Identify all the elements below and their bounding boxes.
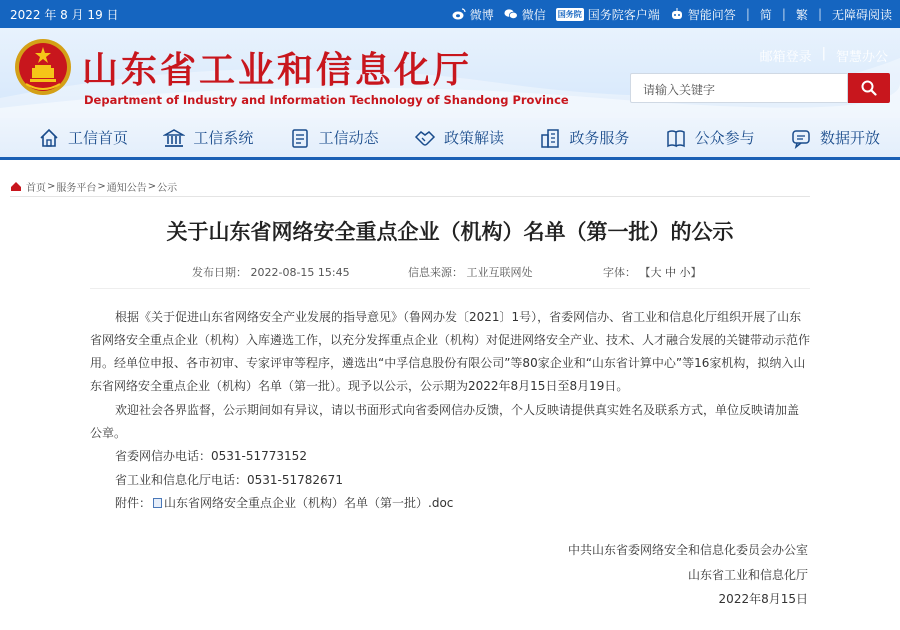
doc-file-icon: [153, 498, 162, 508]
traditional-link[interactable]: 繁: [795, 7, 808, 22]
national-emblem-icon: [14, 38, 72, 96]
attachment-label: 附件：: [115, 496, 152, 510]
info-source-label: 信息来源：: [408, 266, 463, 279]
breadcrumb-service-platform[interactable]: 服务平台: [56, 183, 97, 194]
signature-date: 2022年8月15日: [718, 592, 808, 606]
font-bracket-open: 【: [639, 266, 651, 279]
nav-label: 工信动态: [318, 129, 379, 147]
attachment-link[interactable]: 山东省网络安全重点企业（机构）名单（第一批）.doc: [164, 496, 454, 510]
house-icon: [38, 127, 60, 149]
smart-office-link[interactable]: 智慧办公: [835, 50, 888, 65]
smart-qa-label: 智能问答: [687, 7, 736, 22]
font-size-label: 字体：: [603, 266, 636, 279]
current-date: 2022 年 8 月 19 日: [10, 8, 119, 22]
top-separator: |: [745, 7, 750, 21]
nav-label: 政务服务: [569, 129, 630, 147]
header-links: [760, 46, 888, 65]
handshake-icon: [414, 127, 436, 149]
font-size-switcher: [603, 264, 702, 280]
breadcrumb-separator: >: [47, 181, 56, 192]
search-button[interactable]: [848, 73, 890, 103]
publish-date: [192, 264, 350, 280]
signature-issuer: 中共山东省委网络安全和信息化委员会办公室: [567, 543, 808, 557]
nav-label: 政策解读: [443, 129, 504, 147]
publish-date-label: 发布日期：: [192, 266, 247, 279]
mail-login-link[interactable]: 邮箱登录: [759, 50, 812, 65]
building-icon: [163, 127, 185, 149]
nav-item-news[interactable]: [289, 118, 379, 157]
weibo-link[interactable]: [452, 6, 494, 23]
nav-item-public[interactable]: [665, 118, 755, 157]
nav-label: 数据开放: [819, 129, 880, 147]
nav-item-policy[interactable]: [414, 118, 504, 157]
article-paragraph: 根据《关于促进山东省网络安全产业发展的指导意见》（鲁网办发〔2021〕1号），省委网信办、省工业和信息化厅组织开展了山东省网络安全重点企业（机构）入库遴选工作，以充分发挥重点企业（机构）对促进网络安全产业、技术、人才融合发展的关键带动示范作用。经单位申报、各市初审、专家评审等程序，遴选出“中孚信息股份有限公司”等80家企业和“山东省计算中心”等16家机构，拟纳入山东省网络安全重点企业（机构）名单（第一批）。现予以公示，公示期为2022年8月15日至8月19日。: [90, 310, 811, 393]
breadcrumb: [10, 179, 177, 194]
divider: [90, 288, 810, 289]
breadcrumb-separator: >: [147, 181, 157, 192]
chat-icon: [790, 127, 812, 149]
simplified-link[interactable]: 简: [759, 7, 772, 22]
nav-label: 工信首页: [68, 129, 129, 147]
breadcrumb-separator: >: [97, 181, 106, 192]
nav-label: 工信系统: [193, 129, 254, 147]
signature-issuer: 山东省工业和信息化厅: [687, 568, 808, 582]
publish-date-value: 2022-08-15 15:45: [250, 266, 350, 279]
accessible-reading-link[interactable]: 无障碍阅读: [831, 7, 892, 22]
book-icon: [665, 127, 687, 149]
weibo-icon: [452, 7, 466, 21]
gwy-badge: 国务院: [557, 9, 582, 19]
article-paragraph: 欢迎社会各界监督，公示期间如有异议，请以书面形式向省委网信办反馈，个人反映请提供真实姓名及联系方式，单位反映请加盖公章。: [90, 403, 800, 440]
main-nav: [0, 118, 900, 160]
office-icon: [539, 127, 561, 149]
nav-item-data[interactable]: [790, 118, 880, 157]
weibo-label: 微博: [469, 7, 494, 22]
article-title: 关于山东省网络安全重点企业（机构）名单（第一批）的公示: [166, 220, 734, 244]
nav-item-system[interactable]: [163, 118, 253, 157]
search-input[interactable]: 请输入关键字: [630, 73, 848, 103]
nav-item-service[interactable]: [539, 118, 629, 157]
weixin-label: 微信: [521, 7, 546, 22]
font-small-button[interactable]: 小: [679, 266, 691, 279]
contact-phone: 省委网信办电话：0531-51773152: [115, 449, 307, 463]
site-title[interactable]: 山东省工业和信息化厅: [82, 49, 473, 91]
breadcrumb-home[interactable]: 首页: [26, 183, 46, 194]
news-icon: [289, 127, 311, 149]
top-links: [442, 0, 892, 28]
home-icon: [10, 181, 22, 192]
wechat-icon: [504, 7, 518, 21]
nav-item-home[interactable]: [38, 118, 128, 157]
gwy-client-label: 国务院客户端: [587, 7, 660, 22]
font-bracket-close: 】: [690, 266, 702, 279]
info-source: [408, 264, 533, 280]
breadcrumb-notices[interactable]: 通知公告: [106, 183, 147, 194]
attachment: [115, 494, 453, 511]
site-english-title: Department of Industry and Information Technology of Shandong Province: [84, 93, 569, 107]
top-separator: |: [817, 7, 822, 21]
search-icon: [861, 80, 877, 96]
breadcrumb-publicity[interactable]: 公示: [157, 183, 178, 194]
smart-qa-link[interactable]: [670, 6, 736, 23]
divider: [10, 196, 810, 197]
info-source-value: 工业互联网处: [466, 266, 533, 279]
top-separator: |: [781, 7, 786, 21]
contact-phone: 省工业和信息化厅电话：0531-51782671: [115, 473, 343, 487]
font-large-button[interactable]: 大: [650, 266, 662, 279]
robot-icon: [670, 7, 684, 21]
top-bar: [0, 0, 900, 28]
header-separator: |: [821, 46, 826, 61]
weixin-link[interactable]: [504, 6, 546, 23]
gwy-client-link[interactable]: [556, 6, 660, 23]
nav-label: 公众参与: [694, 129, 755, 147]
font-medium-button[interactable]: 中: [665, 266, 676, 279]
